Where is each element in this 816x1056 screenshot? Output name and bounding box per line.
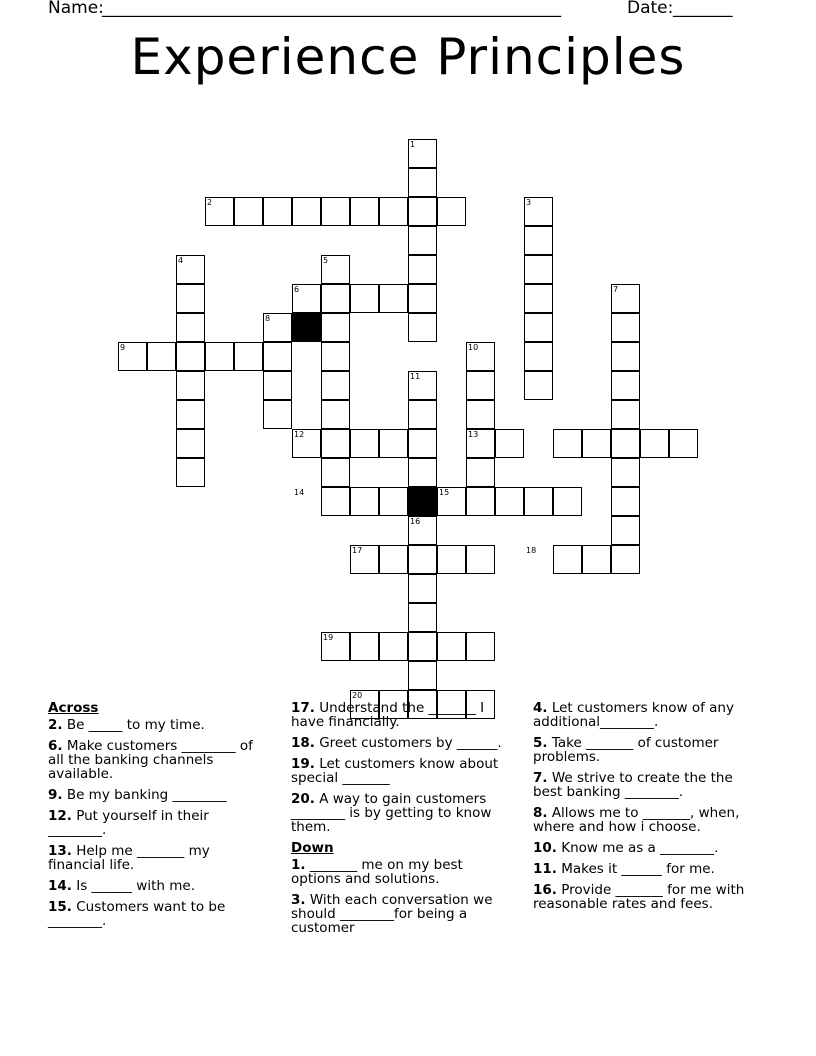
crossword-cell[interactable] xyxy=(176,458,205,487)
clue-item-text: Take _______ of customer problems. xyxy=(533,735,719,765)
crossword-cell[interactable] xyxy=(640,429,669,458)
clue-item xyxy=(48,718,268,732)
clue-item-number: 3. xyxy=(291,892,306,908)
crossword-cell[interactable] xyxy=(495,429,524,458)
clue-number: 13 xyxy=(468,430,479,439)
clues-column-2 xyxy=(291,701,516,942)
clue-item-text: Let customers know about special _______ xyxy=(291,756,499,786)
crossword-cell[interactable] xyxy=(408,226,437,255)
crossword-cell[interactable] xyxy=(379,429,408,458)
crossword-cell[interactable] xyxy=(176,429,205,458)
crossword-cell[interactable] xyxy=(582,429,611,458)
crossword-cell[interactable] xyxy=(611,458,640,487)
clue-item-text: Is ______ with me. xyxy=(71,878,195,894)
crossword-cell[interactable] xyxy=(669,429,698,458)
date-label: Date: xyxy=(627,0,674,18)
clue-item-number: 6. xyxy=(48,738,63,754)
clue-item-number: 11. xyxy=(533,861,557,877)
crossword-cell[interactable] xyxy=(321,371,350,400)
crossword-cell[interactable] xyxy=(466,458,495,487)
clue-item-number: 17. xyxy=(291,700,315,716)
clue-number: 18 xyxy=(526,546,537,555)
clues-column-1 xyxy=(48,701,268,935)
clue-number: 19 xyxy=(323,633,334,642)
crossword-black-cell xyxy=(408,487,437,516)
crossword-cell[interactable] xyxy=(524,487,553,516)
crossword-cell[interactable] xyxy=(466,487,495,516)
clue-number: 2 xyxy=(207,198,213,207)
clue-item xyxy=(533,701,758,729)
clue-item xyxy=(533,806,758,834)
clue-item xyxy=(48,739,268,781)
clue-item xyxy=(48,879,268,893)
crossword-cell[interactable] xyxy=(408,168,437,197)
clue-item xyxy=(533,841,758,855)
crossword-cell[interactable] xyxy=(524,371,553,400)
crossword-cell[interactable] xyxy=(321,400,350,429)
clue-item-text: Understand the _______ I have financially. xyxy=(291,700,485,730)
crossword-cell[interactable] xyxy=(553,545,582,574)
clue-item-text: Provide _______ for me with reasonable rates and fees. xyxy=(533,882,745,912)
clue-item-text: Be _____ to my time. xyxy=(62,717,205,733)
crossword-cell[interactable] xyxy=(292,197,321,226)
clue-item xyxy=(48,788,268,802)
crossword-cell[interactable] xyxy=(437,545,466,574)
crossword-cell[interactable] xyxy=(466,632,495,661)
crossword-cell[interactable] xyxy=(321,284,350,313)
clue-item xyxy=(48,809,268,837)
crossword-cell[interactable] xyxy=(321,429,350,458)
clue-item-number: 15. xyxy=(48,899,72,915)
clue-item-number: 9. xyxy=(48,787,63,803)
crossword-cell[interactable] xyxy=(408,632,437,661)
crossword-cell[interactable] xyxy=(524,313,553,342)
clue-number: 10 xyxy=(468,343,479,352)
crossword-cell[interactable] xyxy=(234,197,263,226)
crossword-cell[interactable] xyxy=(379,197,408,226)
crossword-cell[interactable] xyxy=(611,516,640,545)
crossword-cell[interactable] xyxy=(408,661,437,690)
crossword-cell[interactable] xyxy=(611,545,640,574)
clue-item-text: Help me _______ my financial life. xyxy=(48,843,210,873)
clue-item-number: 18. xyxy=(291,735,315,751)
crossword-cell[interactable] xyxy=(495,487,524,516)
crossword-cell[interactable] xyxy=(437,632,466,661)
clue-number: 3 xyxy=(526,198,532,207)
crossword-cell[interactable] xyxy=(205,342,234,371)
clue-number: 5 xyxy=(323,256,329,265)
crossword-cell[interactable] xyxy=(263,400,292,429)
across-clues-list xyxy=(48,718,268,928)
clue-number: 11 xyxy=(410,372,421,381)
crossword-cell[interactable] xyxy=(524,342,553,371)
crossword-cell[interactable] xyxy=(408,603,437,632)
down-clues-list-continued xyxy=(533,701,758,911)
crossword-cell[interactable] xyxy=(379,632,408,661)
crossword-cell[interactable] xyxy=(408,313,437,342)
clue-number: 8 xyxy=(265,314,271,323)
crossword-cell[interactable] xyxy=(582,545,611,574)
clue-item xyxy=(291,736,516,750)
crossword-cell[interactable] xyxy=(611,400,640,429)
clue-item xyxy=(291,757,516,785)
page-title: Experience Principles xyxy=(130,28,686,86)
clue-item-text: A way to gain customers ________ is by getting to know them. xyxy=(291,791,492,835)
clue-item xyxy=(291,792,516,834)
clue-item-number: 1. xyxy=(291,857,306,873)
clue-number: 16 xyxy=(410,517,421,526)
clue-item xyxy=(291,893,516,935)
clue-item xyxy=(48,900,268,928)
crossword-black-cell xyxy=(292,313,321,342)
clue-number: 1 xyxy=(410,140,416,149)
name-label: Name: xyxy=(48,0,104,18)
clue-number: 9 xyxy=(120,343,126,352)
clue-number: 4 xyxy=(178,256,184,265)
across-clues-list-continued xyxy=(291,701,516,834)
crossword-cell[interactable] xyxy=(379,487,408,516)
crossword-cell[interactable] xyxy=(553,429,582,458)
down-clues-list xyxy=(291,858,516,935)
crossword-cell[interactable] xyxy=(611,429,640,458)
crossword-cell[interactable] xyxy=(350,284,379,313)
crossword-cell[interactable] xyxy=(408,574,437,603)
crossword-cell[interactable] xyxy=(321,313,350,342)
crossword-cell[interactable] xyxy=(379,284,408,313)
crossword-cell[interactable] xyxy=(263,371,292,400)
clue-item xyxy=(533,771,758,799)
crossword-cell[interactable] xyxy=(611,487,640,516)
crossword-cell[interactable] xyxy=(524,284,553,313)
clue-item-text: Greet customers by ______. xyxy=(314,735,502,751)
crossword-cell[interactable] xyxy=(408,458,437,487)
clue-item-number: 10. xyxy=(533,840,557,856)
crossword-cell[interactable] xyxy=(234,342,263,371)
crossword-cell[interactable] xyxy=(176,284,205,313)
crossword-cell[interactable] xyxy=(263,197,292,226)
clue-number: 6 xyxy=(294,285,300,294)
clue-item xyxy=(291,701,516,729)
crossword-cell[interactable] xyxy=(379,545,408,574)
clue-item-number: 12. xyxy=(48,808,72,824)
crossword-cell[interactable] xyxy=(321,487,350,516)
crossword-cell[interactable] xyxy=(437,197,466,226)
clue-item-number: 19. xyxy=(291,756,315,772)
crossword-cell[interactable] xyxy=(408,429,437,458)
crossword-cell[interactable] xyxy=(611,313,640,342)
across-heading: Across xyxy=(48,700,99,716)
crossword-cell[interactable] xyxy=(524,226,553,255)
clue-item-text: With each conversation we should ________for being a customer xyxy=(291,892,493,936)
crossword-cell[interactable] xyxy=(408,255,437,284)
crossword-cell[interactable] xyxy=(176,371,205,400)
crossword-cell[interactable] xyxy=(553,487,582,516)
crossword-cell[interactable] xyxy=(321,197,350,226)
crossword-cell[interactable] xyxy=(147,342,176,371)
crossword-cell[interactable] xyxy=(176,400,205,429)
down-heading: Down xyxy=(291,840,334,856)
clue-number: 14 xyxy=(294,488,305,497)
crossword-cell[interactable] xyxy=(524,255,553,284)
clue-item xyxy=(48,844,268,872)
clue-number: 17 xyxy=(352,546,363,555)
crossword-cell[interactable] xyxy=(350,197,379,226)
crossword-cell[interactable] xyxy=(611,342,640,371)
crossword-cell[interactable] xyxy=(176,342,205,371)
clue-item-number: 7. xyxy=(533,770,548,786)
clue-number: 12 xyxy=(294,430,305,439)
clue-number: 7 xyxy=(613,285,619,294)
clue-item-text: Put yourself in their ________. xyxy=(48,808,209,838)
crossword-cell[interactable] xyxy=(350,487,379,516)
crossword-cell[interactable] xyxy=(408,197,437,226)
clue-item-text: _______ me on my best options and solutions. xyxy=(291,857,463,887)
crossword-cell[interactable] xyxy=(350,632,379,661)
clue-item-number: 4. xyxy=(533,700,548,716)
crossword-cell[interactable] xyxy=(408,545,437,574)
clue-item xyxy=(533,862,758,876)
clue-item-number: 5. xyxy=(533,735,548,751)
crossword-cell[interactable] xyxy=(263,342,292,371)
clue-item-text: Makes it ______ for me. xyxy=(556,861,715,877)
clue-item-text: Be my banking ________ xyxy=(62,787,227,803)
clue-item-text: Know me as a ________. xyxy=(556,840,719,856)
clue-item-text: Make customers ________ of all the banking channels available. xyxy=(48,738,253,782)
clue-item-text: We strive to create the the best banking ________. xyxy=(533,770,733,800)
crossword-cell[interactable] xyxy=(466,400,495,429)
clue-item-number: 20. xyxy=(291,791,315,807)
clue-item-number: 8. xyxy=(533,805,548,821)
clue-item-number: 13. xyxy=(48,843,72,859)
crossword-cell[interactable] xyxy=(408,284,437,313)
clue-number: 20 xyxy=(352,691,363,700)
clue-item-text: Allows me to _______, when, where and how i choose. xyxy=(533,805,740,835)
crossword-cell[interactable] xyxy=(176,313,205,342)
clue-item xyxy=(291,858,516,886)
clue-item xyxy=(533,736,758,764)
date-line[interactable]: _______ xyxy=(673,0,733,18)
crossword-cell[interactable] xyxy=(466,545,495,574)
clue-item-text: Let customers know of any additional________. xyxy=(533,700,734,730)
clue-item-number: 14. xyxy=(48,878,72,894)
crossword-cell[interactable] xyxy=(350,429,379,458)
crossword-cell[interactable] xyxy=(611,371,640,400)
crossword-cell[interactable] xyxy=(408,400,437,429)
clues-column-3 xyxy=(533,701,758,918)
name-line[interactable]: ______________________________________________________ xyxy=(102,0,561,18)
crossword-cell[interactable] xyxy=(466,371,495,400)
clue-item-number: 16. xyxy=(533,882,557,898)
clue-item-number: 2. xyxy=(48,717,63,733)
crossword-cell[interactable] xyxy=(321,342,350,371)
crossword-cell[interactable] xyxy=(321,458,350,487)
clue-item xyxy=(533,883,758,911)
clue-number: 15 xyxy=(439,488,450,497)
clue-item-text: Customers want to be ________. xyxy=(48,899,226,929)
